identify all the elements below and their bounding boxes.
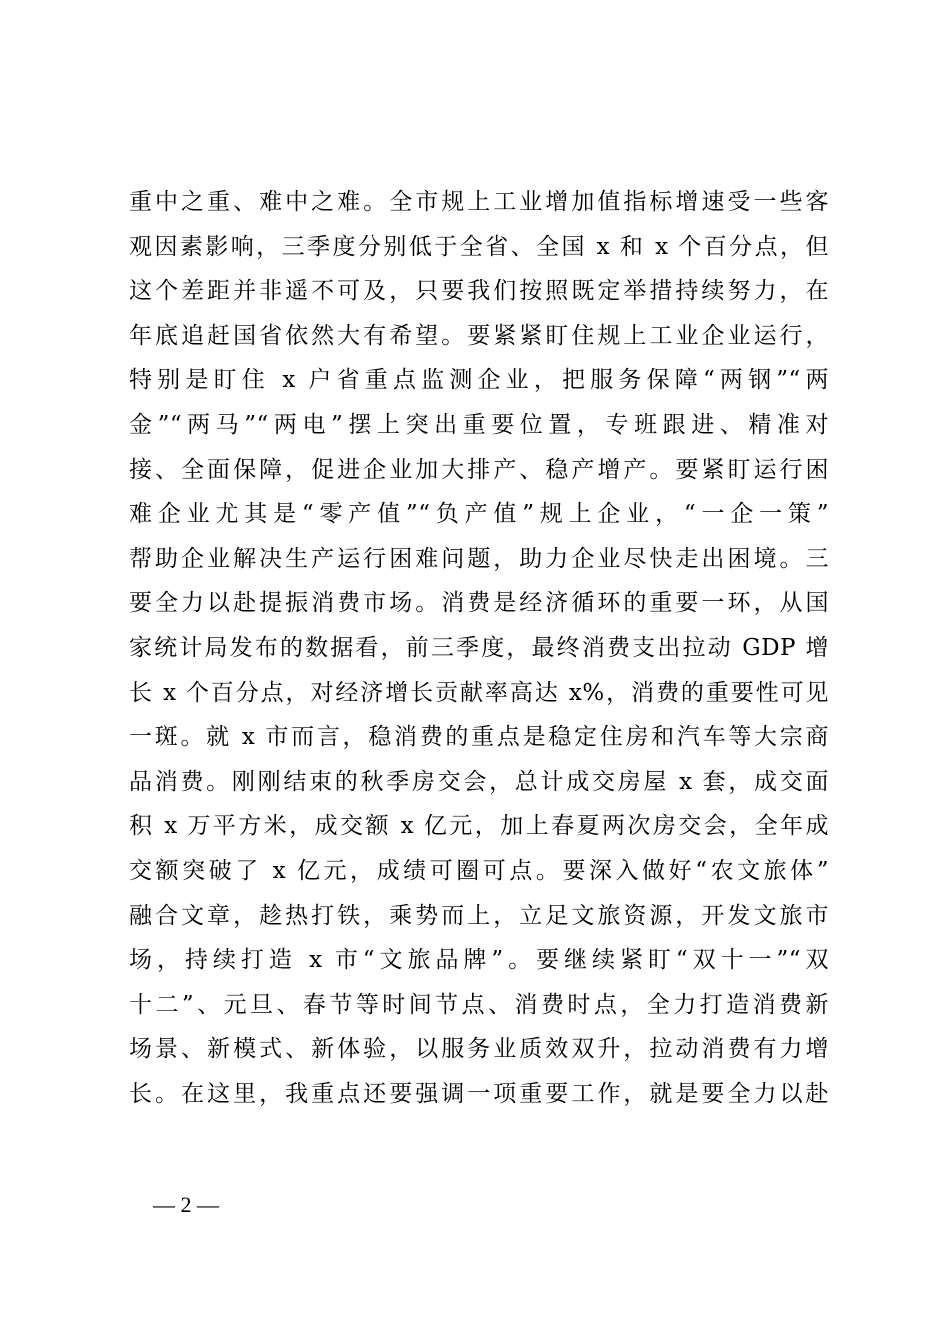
text-line: 要全力以赴提振消费市场。消费是经济循环的重要一环，从国 (129, 590, 829, 617)
text-line: 观因素影响，三季度分别低于全省、全国 x 和 x 个百分点，但 (129, 233, 829, 260)
text-line: 场景、新模式、新体验，以服务业质效双升，拉动消费有力增 (129, 1036, 829, 1063)
text-line: 品消费。刚刚结束的秋季房交会，总计成交房屋 x 套，成交面 (129, 768, 829, 795)
text-line: 帮助企业解决生产运行困难问题，助力企业尽快走出困境。三 (129, 545, 829, 572)
text-line: 长。在这里，我重点还要强调一项重要工作，就是要全力以赴 (129, 1080, 829, 1107)
text-line: 融合文章，趁热打铁，乘势而上，立足文旅资源，开发文旅市 (129, 902, 829, 929)
text-line: 金”“两马”“两电”摆上突出重要位置，专班跟进、精准对 (129, 411, 829, 438)
text-line: 年底追赶国省依然大有希望。要紧紧盯住规上工业企业运行， (129, 322, 829, 349)
text-line: 特别是盯住 x 户省重点监测企业，把服务保障“两钢”“两 (129, 367, 829, 394)
text-line: 交额突破了 x 亿元，成绩可圈可点。要深入做好“农文旅体” (129, 857, 829, 884)
text-line: 重中之重、难中之难。全市规上工业增加值指标增速受一些客 (129, 189, 829, 215)
text-line: 家统计局发布的数据看，前三季度，最终消费支出拉动 GDP 增 (129, 634, 829, 661)
text-line: 难企业尤其是“零产值”“负产值”规上企业，“一企一策” (129, 501, 829, 528)
text-line: 积 x 万平方米，成交额 x 亿元，加上春夏两次房交会，全年成 (129, 813, 829, 840)
text-line: 这个差距并非遥不可及，只要我们按照既定举措持续努力，在 (129, 278, 829, 305)
text-line: 一斑。就 x 市而言，稳消费的重点是稳定住房和汽车等大宗商 (129, 724, 829, 751)
text-line: 接、全面保障，促进企业加大排产、稳产增产。要紧盯运行困 (129, 456, 829, 483)
text-line: 场，持续打造 x 市“文旅品牌”。要继续紧盯“双十一”“双 (129, 947, 829, 974)
text-line: 长 x 个百分点，对经济增长贡献率高达 x%，消费的重要性可见 (129, 679, 829, 706)
body-text (129, 180, 829, 1116)
text-line: 十二”、元旦、春节等时间节点、消费时点，全力打造消费新 (129, 991, 829, 1018)
page-number: — 2 — (153, 1192, 219, 1217)
